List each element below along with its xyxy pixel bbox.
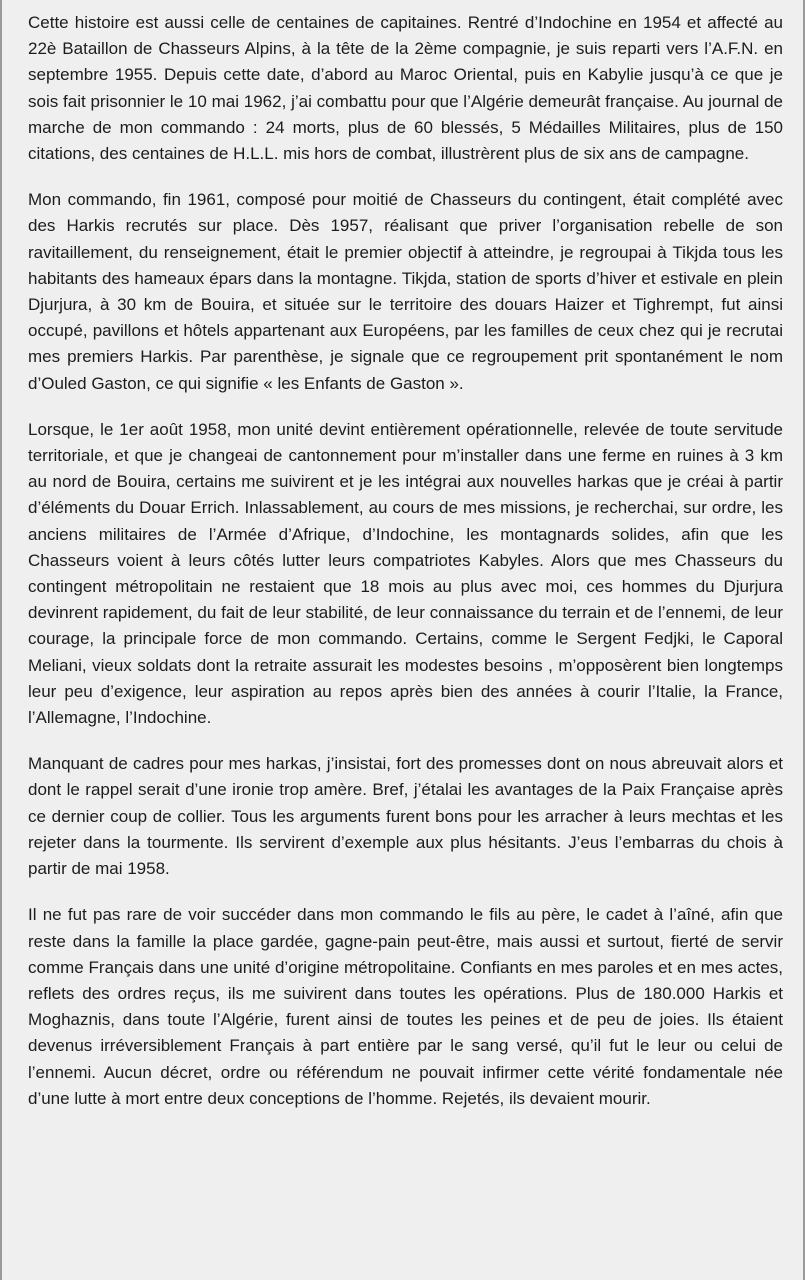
article-body	[28, 10, 783, 1132]
paragraph-1: Cette histoire est aussi celle de centaines de capitaines. Rentré d’Indochine en 1954 et affecté au 22è Bataillon de Chasseurs Alpins, à la tête de la 2ème compagnie, je suis reparti vers l’A.F.N. en septembre 1955. Depuis cette date, d’abord au Maroc Oriental, puis en Kabylie jusqu’à ce que je sois fait prisonnier le 10 mai 1962, j’ai combattu pour que l’Algérie demeurât française. Au journal de marche de mon commando : 24 morts, plus de 60 blessés, 5 Médailles Militaires, plus de 150 citations, des centaines de H.L.L. mis hors de combat, illustrèrent plus de six ans de campagne.	[28, 13, 783, 164]
paragraph-5: Il ne fut pas rare de voir succéder dans mon commando le fils au père, le cadet à l’aîné, afin que reste dans la famille la place gardée, gagne-pain peut-être, mais aussi et surtout, fierté de servir comme Français dans une unité d’origine métropolitaine. Confiants en mes paroles et en mes actes, reflets des ordres reçus, ils me suivirent dans toutes les opérations. Plus de 180.000 Harkis et Moghaznis, dans toute l’Algérie, furent ainsi de toutes les peines et de peu de joies. Ils étaient devenus irréversiblement Français à part entière par le sang versé, qu’il fut le leur ou celui de l’ennemi. Aucun décret, ordre ou référendum ne pouvait infirmer cette vérité fondamentale née d’une lutte à mort entre deux conceptions de l’homme. Rejetés, ils devaient mourir.	[28, 905, 783, 1108]
paragraph-2: Mon commando, fin 1961, composé pour moitié de Chasseurs du contingent, était complété avec des Harkis recrutés sur place. Dès 1957, réalisant que priver l’organisation rebelle de son ravitaillement, du renseignement, était le premier objectif à atteindre, je regroupai à Tikjda tous les habitants des hameaux épars dans la montagne. Tikjda, station de sports d’hiver et estivale en plein Djurjura, à 30 km de Bouira, et située sur le territoire des douars Haizer et Tighrempt, fut ainsi occupé, pavillons et hôtels appartenant aux Européens, par les familles de ceux chez qui je recrutai mes premiers Harkis. Par parenthèse, je signale que ce regroupement prit spontanément le nom d’Ouled Gaston, ce qui signifie « les Enfants de Gaston ».	[28, 190, 783, 393]
paragraph-3: Lorsque, le 1er août 1958, mon unité devint entièrement opérationnelle, relevée de toute servitude territoriale, et que je changeai de cantonnement pour m’installer dans une ferme en ruines à 3 km au nord de Bouira, certains me suivirent et je les intégrai aux nouvelles harkas que je créai à partir d’éléments du Douar Errich. Inlassablement, au cours de mes missions, je recherchai, sur ordre, les anciens militaires de l’Armée d’Afrique, d’Indochine, les montagnards solides, afin que les Chasseurs voient à leurs côtés lutter leurs compatriotes Kabyles. Alors que mes Chasseurs du contingent métropolitain ne restaient que 18 mois au plus avec moi, ces hommes du Djurjura devinrent rapidement, du fait de leur stabilité, de leur connaissance du terrain et de l’ennemi, de leur courage, la principale force de mon commando. Certains, comme le Sergent Fedjki, le Caporal Meliani, vieux soldats dont la retraite assurait les modestes besoins , m’opposèrent bien longtemps leur peu d’exigence, leur aspiration au repos après bien des années à courir l’Italie, la France, l’Allemagne, l’Indochine.	[28, 419, 783, 728]
paragraph-4: Manquant de cadres pour mes harkas, j’insistai, fort des promesses dont on nous abreuvait alors et dont le rappel serait d’une ironie trop amère. Bref, j’étalai les avantages de la Paix Française après ce dernier coup de collier. Tous les arguments furent bons pour les arracher à leurs mechtas et les rejeter dans la tourmente. Ils servirent d’exemple aux plus hésitants. J’eus l’embarras du chois à partir de mai 1958.	[28, 754, 783, 879]
